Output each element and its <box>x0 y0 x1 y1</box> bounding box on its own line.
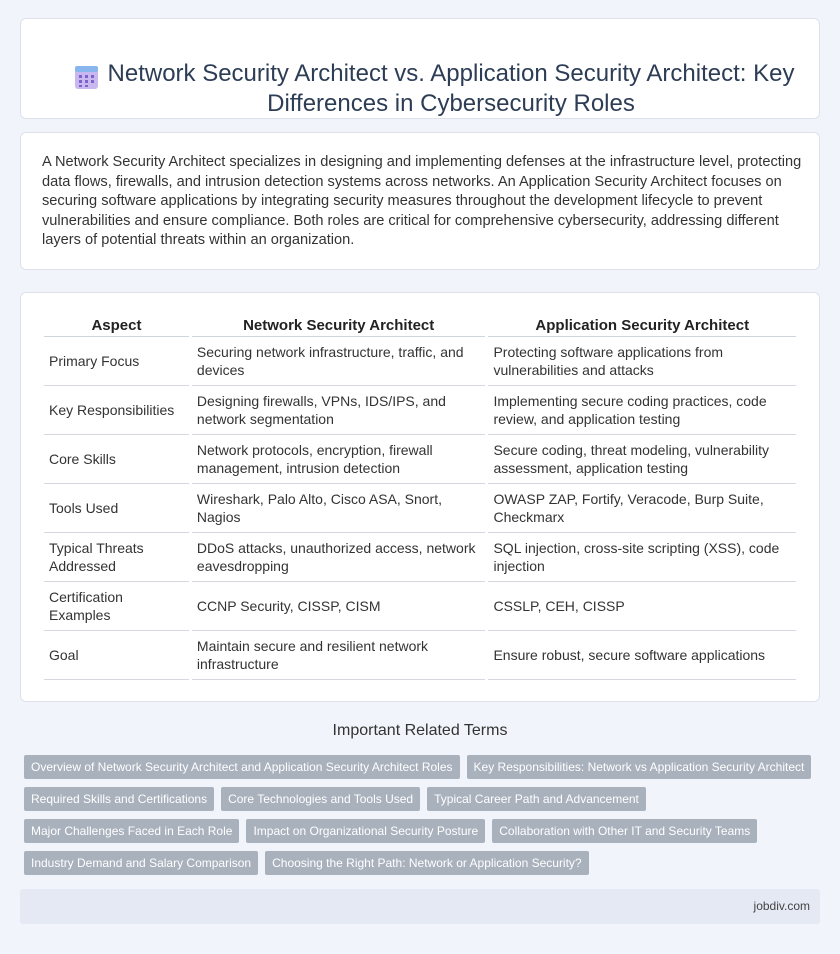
intro-paragraph: A Network Security Architect specializes in designing and implementing defenses at the infrastructure level, protecting data flows, firewalls, and intrusion detection systems across networks. An Application Security Architect focuses on securing software applications by integrating security measures throughout the development lifecycle to prevent vulnerabilities and ensure compliance. Both roles are critical for comprehensive cybersecurity, addressing different layers of potential threats within an organization. <box>42 154 802 249</box>
cell-network: Maintain secure and resilient network infrastructure <box>192 631 486 680</box>
intro-card <box>20 132 820 270</box>
related-terms-tags <box>24 755 824 883</box>
cell-aspect: Typical Threats Addressed <box>44 533 189 582</box>
page-title: Network Security Architect vs. Application Security Architect: Key Differences in Cybersecurity Roles <box>107 60 795 117</box>
table-row <box>44 582 796 631</box>
related-term-tag[interactable]: Industry Demand and Salary Comparison <box>24 851 258 875</box>
cell-aspect: Goal <box>44 631 189 680</box>
calendar-grid-icon <box>74 64 99 90</box>
cell-application: Secure coding, threat modeling, vulnerability assessment, application testing <box>488 435 796 484</box>
tag-row <box>24 787 824 811</box>
related-term-tag[interactable]: Major Challenges Faced in Each Role <box>24 819 239 843</box>
cell-application: Implementing secure coding practices, code review, and application testing <box>488 386 796 435</box>
cell-network: DDoS attacks, unauthorized access, network eavesdropping <box>192 533 486 582</box>
table-row <box>44 386 796 435</box>
related-term-tag[interactable]: Core Technologies and Tools Used <box>221 787 420 811</box>
cell-application: CSSLP, CEH, CISSP <box>488 582 796 631</box>
table-row <box>44 533 796 582</box>
table-row <box>44 435 796 484</box>
footer-site-link[interactable]: jobdiv.com <box>753 899 810 913</box>
comparison-table <box>41 315 799 680</box>
comparison-card <box>20 292 820 702</box>
cell-aspect: Key Responsibilities <box>44 386 189 435</box>
header-application: Application Security Architect <box>488 315 796 337</box>
title-card <box>20 18 820 119</box>
tag-row <box>24 851 824 875</box>
related-term-tag[interactable]: Key Responsibilities: Network vs Application Security Architect <box>467 755 812 779</box>
cell-aspect: Primary Focus <box>44 337 189 386</box>
cell-aspect: Core Skills <box>44 435 189 484</box>
table-row <box>44 337 796 386</box>
tag-row <box>24 819 824 843</box>
table-row <box>44 631 796 680</box>
related-term-tag[interactable]: Impact on Organizational Security Posture <box>246 819 485 843</box>
related-term-tag[interactable]: Choosing the Right Path: Network or Application Security? <box>265 851 589 875</box>
cell-application: OWASP ZAP, Fortify, Veracode, Burp Suite, Checkmarx <box>488 484 796 533</box>
cell-network: Wireshark, Palo Alto, Cisco ASA, Snort, Nagios <box>192 484 486 533</box>
related-term-tag[interactable]: Overview of Network Security Architect and Application Security Architect Roles <box>24 755 460 779</box>
cell-application: Ensure robust, secure software applications <box>488 631 796 680</box>
cell-application: SQL injection, cross-site scripting (XSS), code injection <box>488 533 796 582</box>
related-term-tag[interactable]: Typical Career Path and Advancement <box>427 787 646 811</box>
tag-row <box>24 755 824 779</box>
related-term-tag[interactable]: Required Skills and Certifications <box>24 787 214 811</box>
table-row <box>44 484 796 533</box>
cell-aspect: Certification Examples <box>44 582 189 631</box>
cell-network: Network protocols, encryption, firewall management, intrusion detection <box>192 435 486 484</box>
table-header-row <box>44 315 796 337</box>
footer <box>20 889 820 924</box>
related-term-tag[interactable]: Collaboration with Other IT and Security Teams <box>492 819 757 843</box>
related-terms-heading: Important Related Terms <box>332 722 508 739</box>
cell-network: Designing firewalls, VPNs, IDS/IPS, and network segmentation <box>192 386 486 435</box>
cell-application: Protecting software applications from vulnerabilities and attacks <box>488 337 796 386</box>
cell-aspect: Tools Used <box>44 484 189 533</box>
header-aspect: Aspect <box>44 315 189 337</box>
cell-network: Securing network infrastructure, traffic, and devices <box>192 337 486 386</box>
header-network: Network Security Architect <box>192 315 486 337</box>
cell-network: CCNP Security, CISSP, CISM <box>192 582 486 631</box>
